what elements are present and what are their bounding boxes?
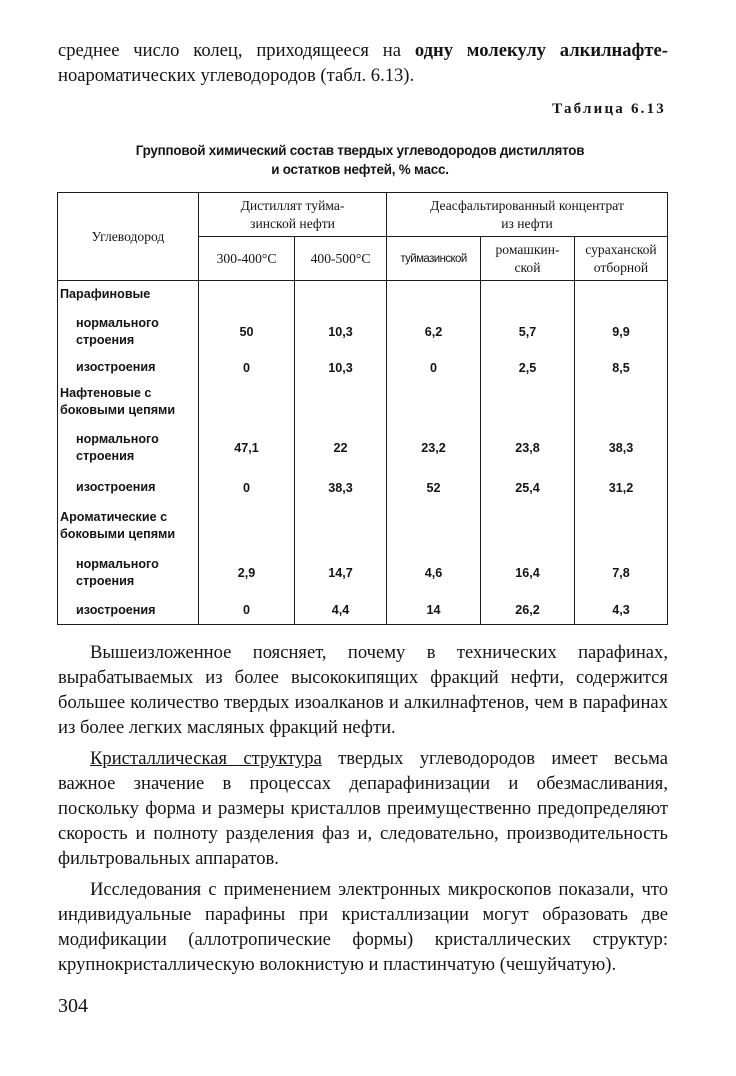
row-sub-label: изостроения: [58, 356, 199, 380]
header-col-300-400: 300-400°C: [199, 237, 295, 281]
table-cell: 31,2: [575, 472, 668, 504]
composition-table: [57, 192, 668, 625]
table-cell: [575, 380, 668, 425]
table-cell: 4,4: [295, 597, 387, 625]
table-caption: [60, 141, 660, 179]
intro-bold-text: одну молекулу алкилнафте-: [414, 40, 668, 61]
table-cell: 7,8: [575, 549, 668, 597]
row-sub-label: нормального строения: [58, 309, 199, 356]
table-cell: [295, 504, 387, 549]
page-number: 304: [58, 995, 88, 1017]
paragraph-1: Вышеизложенное поясняет, почему в технических парафинах, вырабатываемых из более высококипящих фракций нефти, содержится большее количество твердых изоалканов и алкилнафтенов, чем в парафинах из более легких масляных фракций нефти.: [58, 642, 668, 738]
table-cell: [387, 281, 481, 309]
table-row: [58, 309, 668, 356]
table-row: [58, 356, 668, 380]
table-cell: 25,4: [481, 472, 575, 504]
table-cell: [295, 380, 387, 425]
table-cell: 0: [199, 597, 295, 625]
table-cell: 50: [199, 309, 295, 356]
table-cell: [387, 504, 481, 549]
table-cell: 23,8: [481, 425, 575, 472]
table-cell: 0: [199, 472, 295, 504]
table-cell: [481, 504, 575, 549]
intro-paragraph: [58, 38, 668, 88]
table-cell: 14,7: [295, 549, 387, 597]
header-col-400-500: 400-500°C: [295, 237, 387, 281]
header-col-surakhanskoy: сураханской отборной: [575, 237, 668, 281]
row-sub-label: нормального строения: [58, 549, 199, 597]
table-cell: [575, 504, 668, 549]
table-cell: 9,9: [575, 309, 668, 356]
table-cell: 26,2: [481, 597, 575, 625]
table-cell: [199, 281, 295, 309]
paragraph-3: Исследования с применением электронных микроскопов показали, что индивидуальные парафины при кристаллизации могут образовать две модификации (аллотропические формы) кристаллических структур: крупнокристаллическую волокнистую и пластинчатую (чешуйчатую).: [58, 879, 668, 975]
table-cell: [575, 281, 668, 309]
table-row: [58, 425, 668, 472]
table-caption-line-2: и остатков нефтей, % масс.: [271, 162, 449, 177]
table-cell: [481, 281, 575, 309]
row-sub-label: изостроения: [58, 472, 199, 504]
table-cell: 0: [387, 356, 481, 380]
table-cell: 5,7: [481, 309, 575, 356]
table-row: [58, 504, 668, 549]
row-group-label: Ароматические с боковыми цепями: [58, 504, 199, 549]
table-cell: 47,1: [199, 425, 295, 472]
intro-line-2: ноароматических углеводородов (табл. 6.13).: [58, 65, 415, 86]
table-cell: [199, 504, 295, 549]
table-cell: 14: [387, 597, 481, 625]
table-cell: [481, 380, 575, 425]
table-body: [58, 281, 668, 625]
table-cell: 4,3: [575, 597, 668, 625]
table-cell: 10,3: [295, 309, 387, 356]
table-cell: 0: [199, 356, 295, 380]
table-cell: [295, 281, 387, 309]
underlined-term: Кристаллическая структура: [90, 748, 322, 769]
header-hydrocarbon: Углеводород: [58, 193, 199, 281]
table-cell: 16,4: [481, 549, 575, 597]
intro-line-1: [58, 38, 668, 63]
header-col-romashkinskoy: ромашкин- ской: [481, 237, 575, 281]
table-cell: 10,3: [295, 356, 387, 380]
table-cell: 38,3: [295, 472, 387, 504]
paragraph-2: [58, 746, 668, 871]
table-row: [58, 472, 668, 504]
header-col-tuymazinskoy: туймазинской: [387, 237, 481, 281]
table-cell: [199, 380, 295, 425]
table-cell: 22: [295, 425, 387, 472]
header-deasphalted: Деасфальтированный концентрат из нефти: [387, 193, 668, 237]
table-cell: 6,2: [387, 309, 481, 356]
table-cell: 23,2: [387, 425, 481, 472]
table-cell: 8,5: [575, 356, 668, 380]
table-cell: 2,9: [199, 549, 295, 597]
row-group-label: Парафиновые: [58, 281, 199, 309]
table-cell: 2,5: [481, 356, 575, 380]
table-cell: 38,3: [575, 425, 668, 472]
table-row: [58, 597, 668, 625]
table-row: [58, 380, 668, 425]
table-row: [58, 549, 668, 597]
table-cell: [387, 380, 481, 425]
header-distillate: Дистиллят туйма- зинской нефти: [199, 193, 387, 237]
body-text: [58, 640, 668, 983]
table-cell: 4,6: [387, 549, 481, 597]
table-number: Таблица 6.13: [552, 101, 666, 117]
row-group-label: Нафтеновые с боковыми цепями: [58, 380, 199, 425]
table-row: [58, 281, 668, 309]
row-sub-label: нормального строения: [58, 425, 199, 472]
row-sub-label: изостроения: [58, 597, 199, 625]
table-cell: 52: [387, 472, 481, 504]
intro-text: среднее число колец, приходящееся на: [58, 40, 415, 61]
table-caption-line-1: Групповой химический состав твердых углеводородов дистиллятов: [135, 143, 585, 158]
paragraph-2-rest: твердых углеводородов имеет весьма важное значение в процессах депарафинизации и обезмасливания, поскольку форма и размеры кристаллов преимущественно предопределяют скорость и полноту разделения фаз и, следовательно, производительность фильтровальных аппаратов.: [58, 748, 668, 869]
